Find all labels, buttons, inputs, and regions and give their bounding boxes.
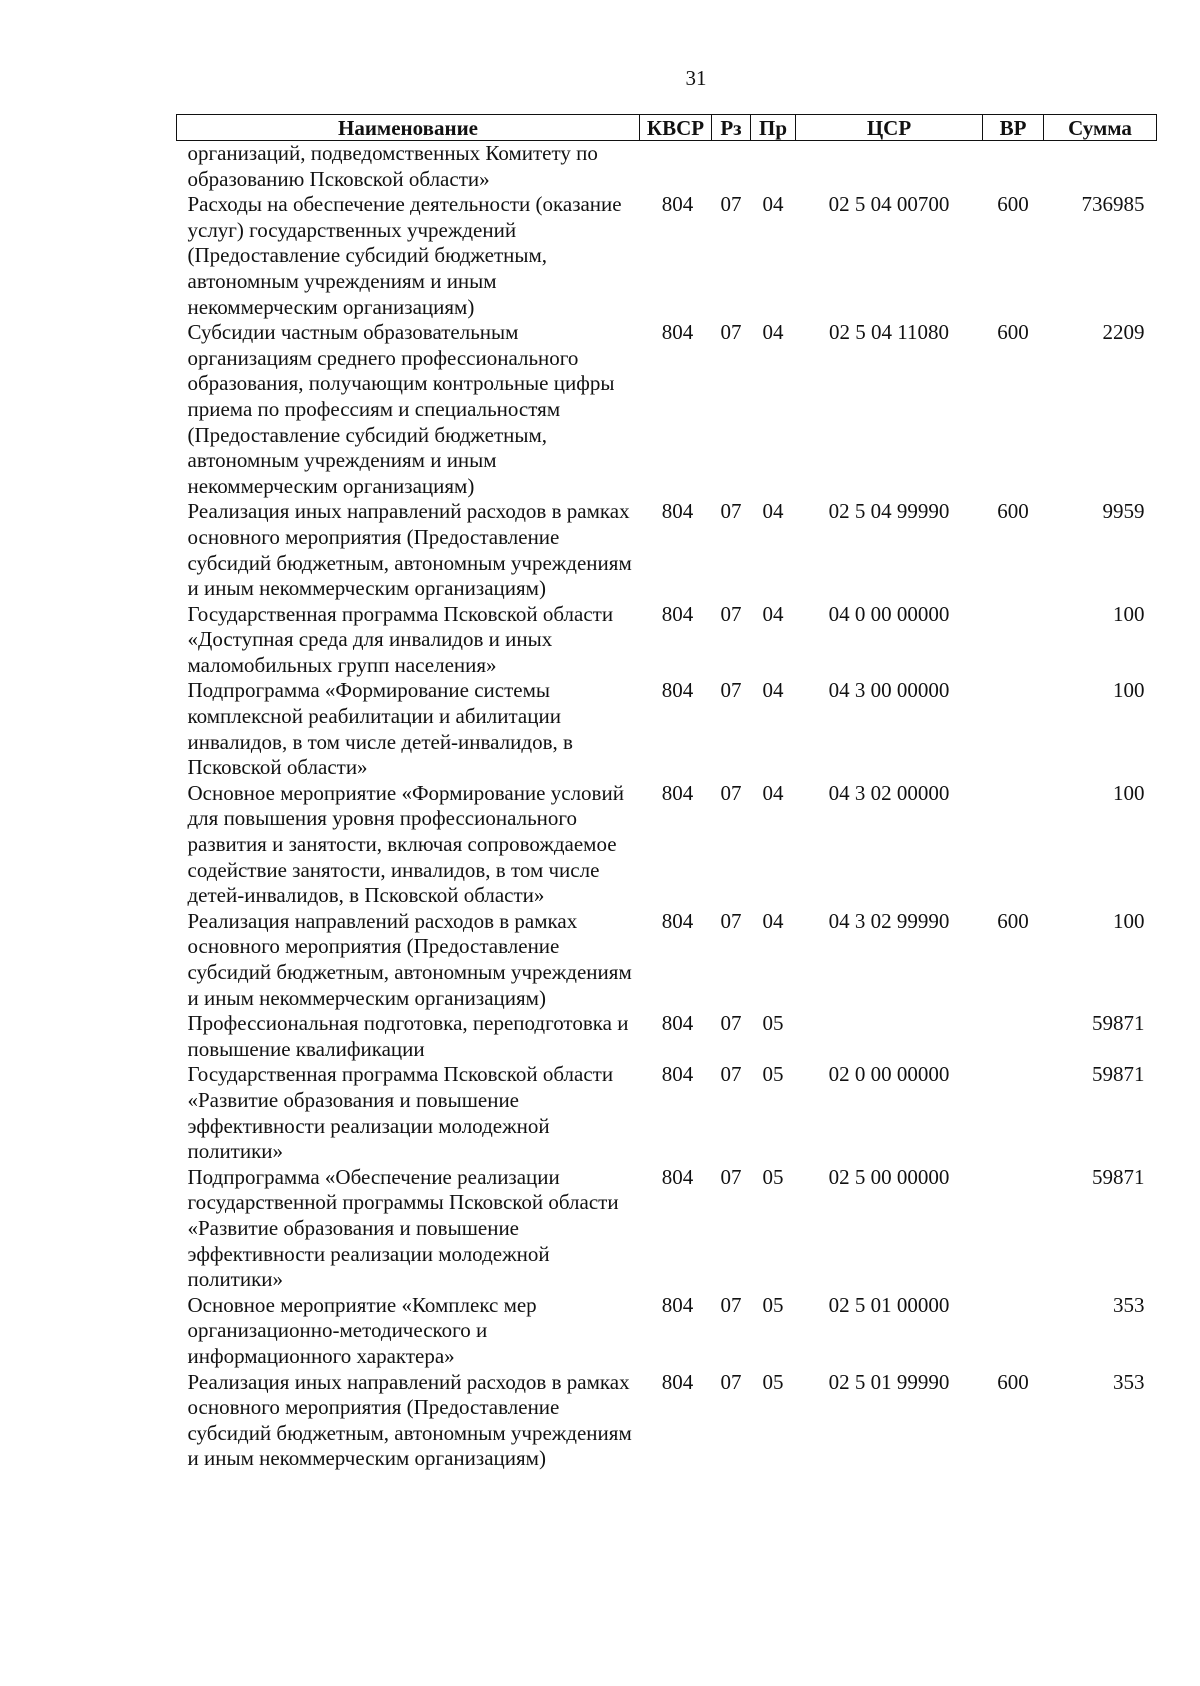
cell-kvsr — [640, 141, 712, 193]
cell-vr: 600 — [997, 499, 1029, 524]
table-row — [177, 1165, 1157, 1293]
cell-name: Подпрограмма «Формирование системы комплексной реабилитации и абилитации инвалидов, в том числе детей-инвалидов, в Псковской области» — [187, 678, 573, 780]
cell-csr: 02 5 01 99990 — [828, 1369, 950, 1394]
cell-vr — [983, 602, 1044, 679]
cell-sum: 9959 — [1102, 499, 1145, 524]
cell-name: Реализация иных направлений расходов в рамках основного мероприятия (Предоставление субсидий бюджетным, автономным учреждениям и иным некоммерческим организациям) — [187, 499, 632, 601]
cell-pr: 04 — [762, 601, 784, 626]
cell-name: Основное мероприятие «Формирование условий для повышения уровня профессионального развития и занятости, включая сопровождаемое содействие занятости, инвалидов, в том числе детей-инвалидов, в Псковской области» — [187, 780, 624, 908]
cell-rz: 07 — [720, 780, 742, 805]
cell-rz: 07 — [720, 1292, 742, 1317]
cell-name: Подпрограмма «Обеспечение реализации государственной программы Псковской области «Развитие образования и повышение эффективности реализации молодежной политики» — [187, 1164, 619, 1292]
table-body — [177, 141, 1157, 1472]
cell-sum: 59871 — [1092, 1011, 1145, 1036]
cell-kvsr: 804 — [661, 780, 694, 805]
cell-csr — [796, 1011, 983, 1062]
cell-name: Государственная программа Псковской области «Развитие образования и повышение эффективности реализации молодежной политики» — [187, 1062, 614, 1164]
cell-sum: 100 — [1113, 601, 1145, 626]
cell-kvsr: 804 — [661, 1369, 694, 1394]
cell-rz: 07 — [720, 320, 742, 345]
cell-rz: 07 — [720, 908, 742, 933]
cell-kvsr: 804 — [661, 499, 694, 524]
table-row — [177, 499, 1157, 601]
cell-sum — [1044, 141, 1157, 193]
cell-kvsr: 804 — [661, 908, 694, 933]
cell-pr: 04 — [762, 678, 784, 703]
cell-vr — [983, 141, 1044, 193]
cell-pr: 04 — [762, 908, 784, 933]
cell-sum: 2209 — [1102, 320, 1145, 345]
cell-name: Профессиональная подготовка, переподготовка и повышение квалификации — [187, 1011, 629, 1061]
table-row — [177, 909, 1157, 1011]
cell-vr: 600 — [997, 192, 1029, 217]
cell-kvsr: 804 — [661, 320, 694, 345]
cell-rz: 07 — [720, 1011, 742, 1036]
cell-vr — [983, 1165, 1044, 1293]
cell-csr: 04 0 00 00000 — [828, 601, 950, 626]
cell-pr: 04 — [762, 499, 784, 524]
cell-pr: 04 — [762, 780, 784, 805]
cell-rz: 07 — [720, 1369, 742, 1394]
cell-rz — [712, 141, 751, 193]
cell-kvsr: 804 — [661, 678, 694, 703]
cell-name: Реализация иных направлений расходов в рамках основного мероприятия (Предоставление субсидий бюджетным, автономным учреждениям и иным некоммерческим организациям) — [187, 1369, 632, 1471]
cell-pr: 04 — [762, 320, 784, 345]
cell-vr: 600 — [997, 908, 1029, 933]
cell-vr — [983, 1293, 1044, 1370]
cell-sum: 736985 — [1081, 192, 1145, 217]
table-row — [177, 1293, 1157, 1370]
page-number: 31 — [685, 66, 707, 90]
cell-csr: 04 3 02 99990 — [828, 908, 950, 933]
cell-rz: 07 — [720, 192, 742, 217]
cell-vr — [983, 1062, 1044, 1164]
cell-sum: 353 — [1113, 1292, 1145, 1317]
budget-table — [176, 114, 1157, 1472]
cell-name: Реализация направлений расходов в рамках основного мероприятия (Предоставление субсидий бюджетным, автономным учреждениям и иным некоммерческим организациям) — [187, 908, 632, 1010]
cell-rz: 07 — [720, 678, 742, 703]
cell-sum: 100 — [1113, 908, 1145, 933]
cell-name: Основное мероприятие «Комплекс мер организационно-методического и информационного характера» — [187, 1292, 537, 1368]
cell-sum: 100 — [1113, 780, 1145, 805]
cell-csr — [796, 141, 983, 193]
cell-csr: 02 0 00 00000 — [828, 1062, 950, 1087]
table-row — [177, 192, 1157, 320]
cell-sum: 59871 — [1092, 1062, 1145, 1087]
cell-sum: 100 — [1113, 678, 1145, 703]
cell-vr — [983, 1011, 1044, 1062]
cell-name: Расходы на обеспечение деятельности (оказание услуг) государственных учреждений (Предоставление субсидий бюджетным, автономным учреждениям и иным некоммерческим организациям) — [187, 192, 622, 319]
cell-pr — [751, 141, 796, 193]
cell-vr — [983, 781, 1044, 909]
table-header — [177, 115, 1157, 141]
cell-kvsr: 804 — [661, 1292, 694, 1317]
table-row — [177, 320, 1157, 499]
cell-csr: 02 5 04 99990 — [828, 499, 950, 524]
cell-sum: 59871 — [1092, 1164, 1145, 1189]
table-row — [177, 1370, 1157, 1472]
cell-name: Государственная программа Псковской области «Доступная среда для инвалидов и иных маломобильных групп населения» — [187, 601, 614, 677]
header-csr: ЦСР — [796, 115, 983, 141]
cell-name: организаций, подведомственных Комитету по образованию Псковской области» — [187, 141, 598, 191]
cell-rz: 07 — [720, 1062, 742, 1087]
cell-csr: 02 5 04 00700 — [828, 192, 950, 217]
header-pr: Пр — [751, 115, 796, 141]
cell-rz: 07 — [720, 1164, 742, 1189]
cell-pr: 05 — [762, 1369, 784, 1394]
cell-csr: 02 5 04 11080 — [829, 320, 949, 345]
cell-csr: 02 5 01 00000 — [828, 1292, 950, 1317]
cell-rz: 07 — [720, 601, 742, 626]
cell-vr — [983, 678, 1044, 780]
cell-vr: 600 — [997, 320, 1029, 345]
table-row — [177, 1062, 1157, 1164]
table-row — [177, 1011, 1157, 1062]
cell-kvsr: 804 — [661, 601, 694, 626]
table-row — [177, 141, 1157, 193]
table-row — [177, 678, 1157, 780]
table-row — [177, 602, 1157, 679]
header-kvsr: КВСР — [640, 115, 712, 141]
cell-kvsr: 804 — [661, 192, 694, 217]
header-rz: Рз — [712, 115, 751, 141]
cell-vr: 600 — [997, 1369, 1029, 1394]
header-vr: ВР — [983, 115, 1044, 141]
cell-kvsr: 804 — [661, 1164, 694, 1189]
cell-csr: 04 3 02 00000 — [828, 780, 950, 805]
header-sum: Сумма — [1044, 115, 1157, 141]
cell-name: Субсидии частным образовательным организациям среднего профессионального образования, получающим контрольные цифры приема по профессиям и специальностям (Предоставление субсидий бюджетным, автономным учреждениям и иным некоммерческим организациям) — [187, 320, 615, 498]
cell-sum: 353 — [1113, 1369, 1145, 1394]
cell-pr: 04 — [762, 192, 784, 217]
table-row — [177, 781, 1157, 909]
cell-kvsr: 804 — [661, 1062, 694, 1087]
cell-pr: 05 — [762, 1062, 784, 1087]
cell-kvsr: 804 — [661, 1011, 694, 1036]
cell-pr: 05 — [762, 1011, 784, 1036]
cell-csr: 02 5 00 00000 — [828, 1164, 950, 1189]
cell-pr: 05 — [762, 1292, 784, 1317]
cell-rz: 07 — [720, 499, 742, 524]
header-name: Наименование — [177, 115, 640, 141]
cell-csr: 04 3 00 00000 — [828, 678, 950, 703]
cell-pr: 05 — [762, 1164, 784, 1189]
